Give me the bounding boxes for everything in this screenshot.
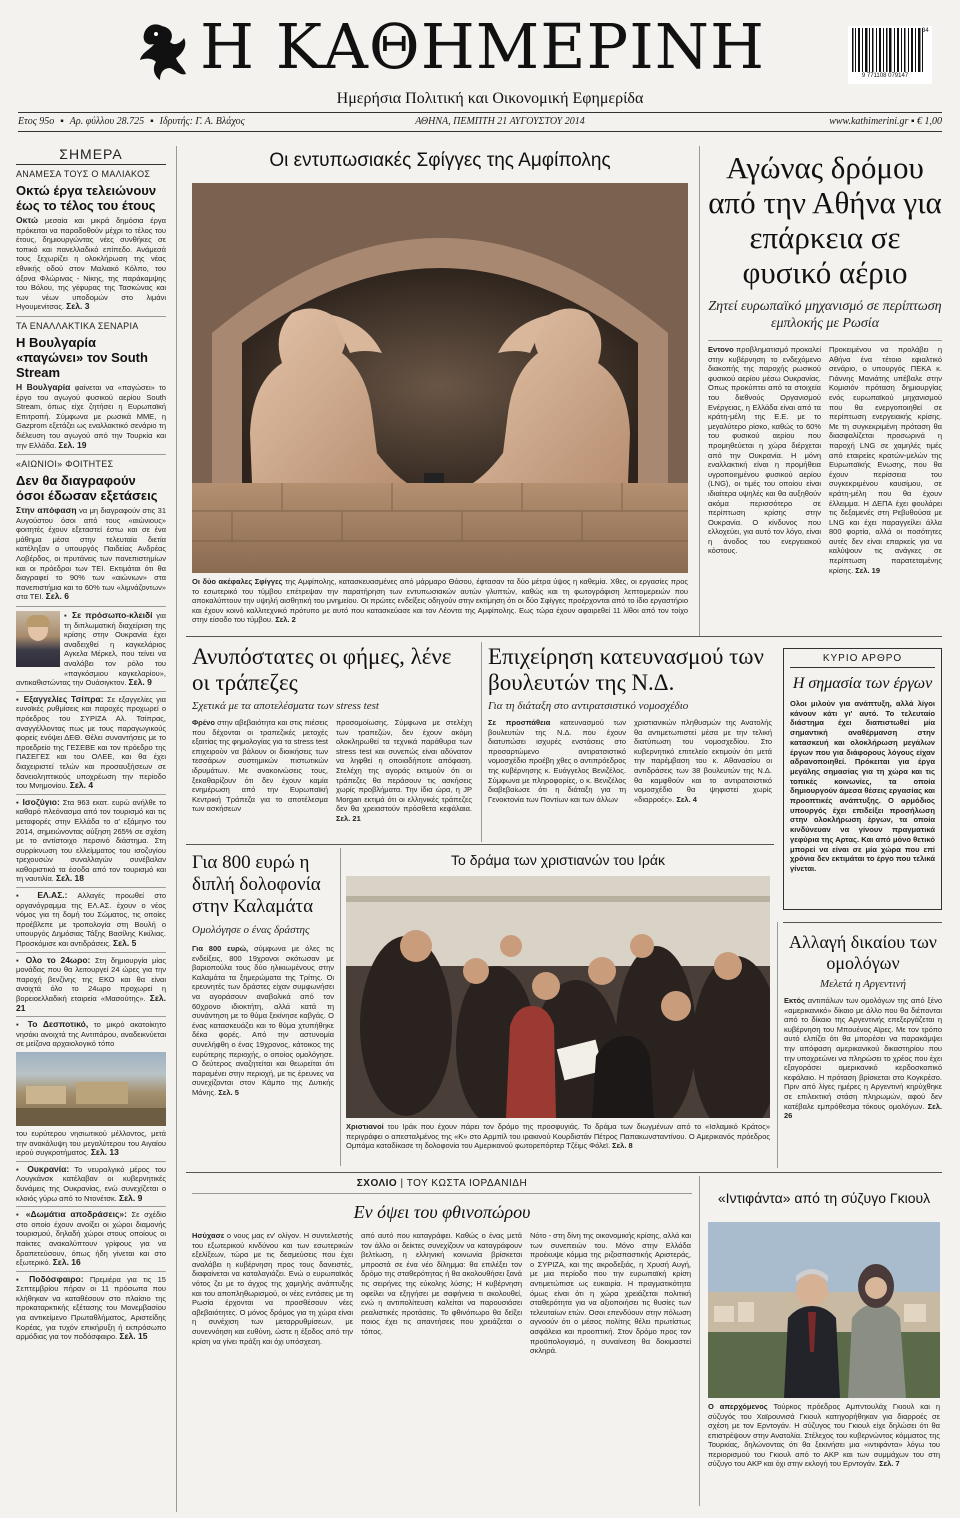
story-ref: Σελ. 6 [45, 591, 69, 602]
despotiko-photo [16, 1052, 166, 1126]
caption-text: του Ιράκ που έχουν πάρει τον δρόμο της προσφυγιάς. Το δράμα των διωγμένων από το «Ισλαμικό Κράτος» περιγράφει ο απεσταλμένος της «Κ» στο Αρμπίλ του ιρακινού Κουρδιστάν Πέτρος Παπακωνσταντίνου. Ο Αμερικανός πρόεδρος Ομπάμα καταδίκασε τη δολοφονία του Αμερικανού φωτορεπόρτερ Τζέιμς Φόλεϊ. [346, 1122, 770, 1150]
story-kicker: ΑΝΑΜΕΣΑ ΤΟΥΣ Ο ΜΑΛΙΑΚΟΣ [16, 169, 151, 179]
banks-col1: στην αβεβαιότητα και στις πιέσεις που δέχονται οι τραπεζικές μετοχές εξαιτίας της φημολογίας για τα stress test επιχειρούν να βάλουν οι διοικήσεις των τεσσάρων συστημικών πιστωτικών ιδρυμάτων. Με ανακοινώσεις τους, ξεκαθαρίζουν ότι δεν έχουν καμία ενημέρωση από την Ευρωπαϊκή Κεντρική Τράπεζα για το αποτέλεσμα των ασκήσεων [192, 718, 328, 814]
story-body: φαίνεται να «παγώσει» το έργο του αγωγού φυσικού αερίου South Stream, όπως είχε ζητήσει η Ευρωπαϊκή Επιτροπή. Σύμφωνα με ρωσικά ΜΜΕ, η Gazprom εξετάζει ως εναλλακτικό σενάριο τη διέλευση του αγωγού από την Τουρκία και την Ελλάδα. [16, 382, 166, 450]
kalamata-body: σύμφωνα με όλες τις ενδείξεις, 800 19χρονοι σκότωσαν με βαριοπούλα τους δύο ηλικιωμένους στην Καλαμάτα τα ξημερώματα της Τρίτης. Οι ερευνητές των δράστες είχαν συμφωνήσει να αγοράσουν αναβολικά από τον 60χρονο ιδιοκτήτη, αλλά κατά τη συνάντηση με το θύμα ξεκίνησε καβγάς. Ο ένας κατασκευάζει και το θύμα χτυπήθηκε δέκα φορές. Από την αστυνομία συνελήφθη ο ένας 19χρονος, κάτοικος της ευρύτερης περιοχής, ο οποίος ομολόγησε. Ο δεύτερος αναζητείται και θεωρείται ότι παραμένει στην περιοχή, με τις έρευνες να συνεχίζονται στον Κάμπο της Δυτικής Μάνης. [192, 944, 334, 1097]
story-headline[interactable]: Δεν θα διαγραφούν όσοι έδωσαν εξετάσεις [16, 473, 158, 504]
argentina-headline[interactable]: Αλλαγή δικαίου των ομολόγων [789, 932, 937, 973]
commentary-headline[interactable]: Εν όψει του φθινοπώρου [353, 1202, 531, 1222]
brief-ref: Σελ. 4 [69, 780, 94, 791]
sidebar-brief-1[interactable]: ▪ Σε πρόσωπο-κλειδί για τη διπλωματική διαχείριση της κρίσης στην Ουκρανία έχει αναδειχθεί η καγκελάριος Αγκελα Μέρκελ, που τείνει να αναλάβει τον ρόλο του «παγκόσμιου καγκελαρίου», αντικαθιστώντας την Ουάσιγκτον. Σελ. 9 [16, 610, 166, 688]
banks-story[interactable] [192, 644, 472, 824]
brief-ref: Σελ. 21 [16, 993, 167, 1013]
commentary-byline: ΣΧΟΛΙΟ | ΤΟΥ ΚΩΣΤΑ ΙΟΡΔΑΝΙΔΗ [192, 1178, 692, 1194]
editorial-headline[interactable]: Η σημασία των έργων [792, 675, 933, 692]
kalamata-subhead: Ομολόγησε ο ένας δράστης [192, 924, 310, 936]
nd-ref: Σελ. 4 [676, 794, 697, 804]
founder: Ιδρυτής: Γ. Α. Βλάχος [159, 116, 245, 127]
brief-text: Στη δημιουργία μίας μονάδας που θα λειτουργεί 24 ώρες για την παροχή βενζίνης της ΕΚΟ και θα είναι ανοιχτά όλο το 24ωρο προχωρεί η βορειοελλαδική εταιρεία «Μασούτης». [16, 955, 166, 1003]
nd-story[interactable] [488, 644, 772, 804]
sidebar-brief-3[interactable]: ▪ Ισοζύγιο: Στα 963 εκατ. ευρώ ανήλθε το καθαρό πλεόνασμα από τον τουρισμό και τις μεταφορές στην Ελλάδα το α' εξάμηνο του 2014, σημειώνοντας αύξηση 265% σε σχέση με το αντίστοιχο περσινό διάστημα. Στη συρρίκνωση του ελλείμματος του ισοζυγίου τρεχουσών συναλλαγών συνέβαλαν καθοριστικά τα έσοδα από τον τουρισμό και τη ναυτιλία. Σελ. 18 [16, 796, 167, 884]
caption-lead: Ο απερχόμενος [708, 1402, 768, 1411]
editorial-kicker: ΚΥΡΙΟ ΑΡΘΡΟ [790, 653, 935, 668]
caption-ref: Σελ. 8 [612, 1141, 633, 1150]
commentary-author: ΤΟΥ ΚΩΣΤΑ ΙΟΡΔΑΝΙΔΗ [406, 1178, 528, 1189]
lead-photo-title[interactable]: Οι εντυπωσιακές Σφίγγες της Αμφίπολης [269, 150, 611, 171]
brief-text: Αλλαγές προωθεί στο οργανόγραμμα της ΕΛ.ΑΣ. έχουν ο νέος νόμος για τη δομή του Σώματος, τις οποίες προέβλεπε με τροπολογία στη Βουλή ο υπουργός Δημόσιας Τάξης Βασίλης Κικίλιας. Προσκόμισε και αντιδράσεις. [16, 891, 167, 949]
sidebar-brief-5[interactable]: ▪ Ολο το 24ωρο: Στη δημιουργία μίας μονάδας που θα λειτουργεί 24 ώρες για την παροχή βενζίνης της ΕΚΟ και θα είναι ανοιχτά όλο το 24ωρο προχωρεί η βορειοελλαδική εταιρεία «Μασούτης». Σελ. 21 [16, 954, 167, 1013]
barcode-digits: 9 771108 079147 [861, 73, 909, 79]
editorial-box[interactable] [783, 648, 942, 910]
brief-ref: Σελ. 18 [55, 873, 85, 884]
sidebar-brief-2[interactable]: ▪ Εξαγγελίες Τσίπρα: Σε εξαγγελίες για ευνοϊκές ρυθμίσεις και παροχές προχωρεί ο πρόεδρος του ΣΥΡΙΖΑ Αλ. Τσίπρας, αναγγέλλοντας πως με τους παραγωγικούς φορείς ενόψει ΔΕΘ. Θέλει συναντήσεις με το προεδρείο της ΓΕΣΕΒΕ και τον πρόεδρο της ΠΑΣΕΓΕΣ και του ΟΛΕΕ, και θα έχει διαχειριστεί τελών και προσαυξήσεων σε δανειοληπτικούς υποχρέωση την περίοδο του Μνημονίου. Σελ. 4 [16, 693, 166, 791]
gas-col1: προβληματισμό προκαλεί στην κυβέρνηση το ενδεχόμενο διακοπής της παροχής ρωσικού φυσικού αερίου μέσω Ουκρανίας. Οπως προκύπτει από τα στοιχεία του διεθνούς Οργανισμού Ενέργειας, η Ελλάδα είναι από τα κράτη-μέλη της Ε.Ε. με το μεγαλύτερο ρίσκο, καθώς το 60% του φυσικού αερίου που προμηθεύεται η χώρα διέρχεται από την Ουκρανία. Η μόνη εναλλακτική είναι η προμήθεια υγροποιημένου φυσικού αερίου (LNG), οι τιμές του οποίου είναι ιδιαίτερα υψηλές και θα αυξηθούν ακόμα περισσότερο σε περίπτωση κρίσης στην Ουκρανία. Ο κίνδυνος που ελλοχεύει, για αυτό τον λόγο, είναι η άνοδος του ενεργειακού κόστους. [708, 345, 821, 556]
brief-text: του ευρύτερου νησιωτικού μέλλοντος, μετά την ανακάλυψη του μεγαλύτερου του Αιγαίου ιερού συγκροτήματος. [16, 1128, 166, 1158]
sphinxes-photo [192, 183, 688, 573]
nd-col2: χριστιανικών πληθυσμών της Ανατολής θα αντιμετωπιστεί μέσα με την τελική διατύπωση του νομοσχεδίου. Στο κυβερνητικό επιτελείο εκτιμούν ότι μετά την παρέμβαση του κ. Αθανασίου οι αντιδράσεις των 38 βουλευτών της Ν.Δ. θα καμφθούν και το αντιρατσιστικό νομοσχέδιο θα ψηφιστεί χωρίς «διαρροές». [634, 718, 772, 804]
commentary-col3: Νότο - στη δίνη της οικονομικής κρίσης, αλλά και των συνεπειών του. Μόνο στην Ελλάδα προέκυψε κόμμα της ριζοσπαστικής Αριστεράς, ο ΣΥΡΙΖΑ, και της ακροδεξιάς, η Χρυσή Αυγή, με μια περίοδο που την ευρωπαϊκή κρίση αντιμετώπισε ως ευκαιρία. Η πραγματικότητα όμως είναι ότι η χώρα χρειάζεται πολιτική σταθερότητα για να αξιοποιήσει τις θυσίες των τελευταίων ετών. Οσοι επενδύουν στην πόλωση αγνοούν ότι ο μέσος πολίτης θέλει πρωτίστως ασφάλεια και προοπτική. Στον δρόμο προς τον προϋπολογισμό, η συναίνεση θα δοκιμαστεί σκληρά. [530, 1231, 691, 1356]
masthead [0, 0, 960, 140]
brief-lead: Ισοζύγιο: [22, 796, 60, 807]
issue-date: ΑΘΗΝΑ, ΠΕΜΠΤΗ 21 ΑΥΓΟΥΣΤΟΥ 2014 [415, 116, 585, 127]
caption-lead: Χριστιανοί [346, 1122, 384, 1131]
brief-ref: Σελ. 9 [118, 1192, 143, 1203]
sidebar [16, 146, 166, 1342]
story-body: να μη διαγραφούν στις 31 Αυγούστου όσοι από τους «αιώνιους» φοιτητές έχουν εξεταστεί έστω και σε ένα μάθημα μέσα στην τελευταία διετία κατέληξαν ο υπουργός Παιδείας Ανδρέας Λοβέρδος, οι πρυτάνεις των πανεπιστημίων και οι πρόεδροι των ΤΕΙ. Εκτιμάται ότι θα διαγραφεί το 90% των «αιώνιων» στα πανεπιστήμια και το 60% των «λιμνάζοντων» στα ΤΕΙ. [16, 506, 166, 602]
kalamata-headline[interactable]: Για 800 ευρώ η διπλή δολοφονία στην Καλαμάτα [192, 852, 321, 917]
kalamata-lead: Για 800 ευρώ, [192, 944, 249, 953]
nd-lead: Σε προσπάθεια [488, 718, 551, 727]
newspaper-subtitle: Ημερήσια Πολιτική και Οικονομική Εφημερίδα [336, 90, 644, 107]
story-ref: Σελ. 3 [66, 301, 90, 312]
brief-ref: Σελ. 16 [52, 1257, 81, 1268]
sidebar-brief-9[interactable]: ▪ «Δωμάτια αποδράσεις»: Σε σχέδιο στο οποίο έχουν ανοίξει οι χώροι διαμονής τουρισμού, δηλαδή χώροι στους οποίους οι παίκτες ανακαλύπτουν γρίφους για να δραπετεύσουν, όπως ήδη γίνεται και στο εξωτερικό. Σελ. 16 [16, 1209, 166, 1268]
gas-lead: Εντονο [708, 345, 734, 354]
banks-subhead: Σχετικά με τα αποτελέσματα των stress test [192, 700, 379, 712]
argentina-story[interactable] [784, 932, 942, 1121]
gas-subhead: Ζητεί ευρωπαϊκό μηχανισμό σε περίπτωση εμπλοκής με Ρωσία [708, 299, 942, 331]
nd-headline[interactable]: Επιχείρηση κατευνασμού των βουλευτών της Ν.Δ. [488, 644, 764, 695]
sidebar-brief-8[interactable]: ▪ Ουκρανία: Το νευραλγικό μέρος του Λουγκάνσκ κατέλαβαν οι κυβερνητικές δυνάμεις της Ουκρανίας, ενώ συνεχίζεται ο κλοιός γύρω από το Ντονέτσκ. Σελ. 9 [16, 1163, 167, 1203]
story-body: μεσαία και μικρά δημόσια έργα πρόκειται να παραδοθούν μέχρι το τέλος του έτους, δημιουργώντας νέες συνθήκες σε τοπικό και πανελλαδικό επίπεδο. Ανάμεσά τους ξεχωρίζει η ολοκλήρωση της νέας εθνικής οδού στον Μαλιακό Κόλπο, του άξονα Φλώρινας - Νίκης, της παράκαμψης του Βόλου, της γέφυρας της Τασκώνας και των νέων υποδομών στο λιμάνι Ηγουμενίτσας. [16, 216, 166, 312]
story-kicker: «ΑΙΩΝΙΟΙ» ΦΟΙΤΗΤΕΣ [16, 459, 114, 470]
caption-ref: Σελ. 7 [879, 1459, 900, 1468]
argentina-subhead: Μελετά η Αργεντινή [820, 978, 906, 990]
barcode [848, 26, 932, 84]
story-kicker: ΤΑ ΕΝΑΛΛΑΚΤΙΚΑ ΣΕΝΑΡΙΑ [16, 320, 139, 331]
brief-lead: Σε πρόσωπο-κλειδί [72, 610, 153, 621]
banks-headline[interactable]: Ανυπόστατες οι φήμες, λένε οι τράπεζες [192, 644, 452, 695]
commentary-col1: ο νους μας εν' ολίγον. Η συντελεστής του εξωτερικού κινδύνου και των εσωτερικών εξελίξεων, τώρα με τις δεσμεύσεις που έχει αναλάβει η κυβέρνηση προς τους δανειστές, διαφαίνεται να καταλαγιάζει. Ενώ ο ευρωπαϊκός νότος ζει με το άγχος της χαμηλής ανάπτυξης και του αποπληθωρισμού, οι νέες εντάσεις με τη Ρωσία έρχονται να προσθέσουν νέες αβεβαιότητες. Ο μόνος δρόμος για τη χώρα είναι η συνέχιση των μεταρρυθμίσεων, με συνεννόηση και ευθύνη, ώστε η έξοδος από την κρίση να γίνει πράξη και όχι υπόσχεση. [192, 1231, 353, 1346]
kalamata-ref: Σελ. 5 [218, 1087, 239, 1097]
gul-title[interactable]: «Ιντιφάντα» από τη σύζυγο Γκιουλ [717, 1190, 931, 1206]
brief-lead: Το Δεσποτικό, [27, 1019, 89, 1030]
argentina-lead: Εκτός [784, 996, 806, 1005]
brief-text: Το νευραλγικό μέρος του Λουγκάνσκ κατέλαβαν οι κυβερνητικές δυνάμεις της Ουκρανίας, ενώ συνεχίζεται ο κλοιός γύρω από το Ντονέτσκ. [16, 1164, 167, 1203]
brief-text: για τη διπλωματική διαχείριση της κρίσης στην Ουκρανία έχει αναδειχθεί η καγκελάριος Αγκελα Μέρκελ, που τείνει να αναλάβει τον ρόλο του «παγκόσμιου καγκελαρίου», αντικαθιστώντας την Ουάσιγκτον. [16, 611, 166, 688]
sidebar-brief-10[interactable]: ▪ Ποδόσφαιρο: Πρεμιέρα για τις 15 Σεπτεμβρίου πήραν οι 11 πρόσωπα που κλήθηκαν να καταθέσουν στο πλαίσιο της προκαταρκτικής εξέτασης του Μονεμβασίου για αντικείμενο Πρωταθλήματος, Αριστείδης Κορέας, για τυχόν επικήρυξη ή εκπρόσωπο αρμόδιας για τον ποδόσφαιρο. Σελ. 15 [16, 1273, 166, 1342]
brief-lead: Ουκρανία: [27, 1163, 70, 1174]
story-lead: Οκτώ [16, 215, 39, 225]
gas-col2: Προκειμένου να προλάβει η Αθήνα ένα τέτοιο εφιαλτικό σενάριο, ο υπουργός ΠΕΚΑ κ. Γιάννης Μανιάτης υπέβαλε στην Κομισιόν πρόταση δημιουργίας ενός ευρωπαϊκού μηχανισμού που θα ενεργοποιηθεί σε περίπτωση ενεργειακής κρίσης. Με τη συγκεκριμένη πρόταση θα διασφαλίζεται προσωρινά η παροχή LNG σε χαμηλές τιμές από εταιρείες κρατών-μελών της Ευρωπαϊκής Ενωσης, που θα έχουν περίσσεια του συγκεκριμένου καυσίμου, σε κράτη-μέλη που θα έχουν έλλειμμα. Η ΔΕΠΑ έχει φουλάρει τις δεξαμενές στη Ρεβυθούσα με LNG και έχει παραγγείλει άλλα 800 φορτία, αλλά οι ποσότητες αυτές δεν είναι επαρκείς για να καλύψουν τις ανάγκες σε περίπτωση παρατεταμένης κρίσης. [829, 345, 942, 575]
argentina-body: αντιπάλων των ομολόγων της από ξένο «αμερικανικό» δίκαιο με άλλο που θα διέπονται από το δίκαιο της Αργεντινής επεξεργάζεται η κυβέρνηση του Μπουένος Αϊρες. Με τον τρόπο αυτό ελπίζει ότι θα μπορέσει να παρακάμψει την απόφαση αμερικανικού δικαστηρίου που την υποχρεώνει να πληρώσει το χρέος που έχει εξαγοράσει αμερικανικό κερδοσκοπικό κεφάλαιο. Η πρόταση βρίσκεται στο Κογκρέσο. Πριν από λίγες ημέρες η Αργεντινή κηρύχθηκε σε επιλεκτική στάση πληρωμών, αφού δεν κατέβαλε εμπρόθεσμα τόκους ομολόγων. [784, 996, 942, 1111]
commentary-label: ΣΧΟΛΙΟ [356, 1178, 398, 1189]
brief-ref: Σελ. 5 [113, 938, 137, 949]
caption-text: Τούρκος πρόεδρος Αμπντουλάχ Γκιουλ και η σύζυγός του Χαϊρουνισά Γκιουλ κατηγορήθηκαν για διαρροές σε σχέση με τον Ερντογάν. Η σύζυγος του Γκιουλ είχε δηλώσει ότι θα επιστρέψουν στην Ανατολία. Στέλεχος του κυβερνώντος κόμματος της Τουρκίας, δηλώνοντας ότι θα ξεκινήσει μια «ιντιφάντα» λόγω του περιορισμού του Γκιουλ από το ΑΚΡ και των συμμάχων του στη σύζυγο του ΑΚΡ και όχι στην εκλογή του Ερντογάν. [708, 1402, 940, 1468]
brief-text: Στα 963 εκατ. ευρώ ανήλθε το καθαρό πλεόνασμα από τον τουρισμό και τις μεταφορές στην Ελλάδα το α' εξάμηνο του 2014, σημειώνοντας αύξηση 265% σε σχέση με το αντίστοιχο περσινό διάστημα. Στη συρρίκνωση του ελλείμματος του ισοζυγίου τρεχουσών συναλλαγών συνέβαλαν καθοριστικά τα έσοδα από τον τουρισμό και τη ναυτιλία. [16, 797, 167, 884]
griffin-logo-icon [132, 18, 192, 86]
story-ref: Σελ. 19 [58, 439, 87, 450]
brief-ref: Σελ. 9 [128, 677, 152, 688]
commentary[interactable] [192, 1178, 692, 1356]
brief-text: Σε εξαγγελίες για ευνοϊκές ρυθμίσεις και παροχές προχωρεί ο πρόεδρος του ΣΥΡΙΖΑ Αλ. Τσίπρας, αναγγέλλοντας πως με τους παραγωγικούς φορείς ενόψει ΔΕΘ. Θέλει συναντήσεις με το προεδρείο της ΓΕΣΕΒΕ και τον πρόεδρο της ΠΑΣΕΓΕΣ και του ΟΛΕΕ, και θα έχει διαχειριστεί τελών και προσαυξήσεων σε δανειοληπτικούς υποχρέωση την περίοδο του Μνημονίου. [16, 694, 166, 791]
sphinxes-caption [192, 577, 688, 625]
brief-text: το μικρό ακατοίκητο νησάκι ανοιχτά της Αντιπάρου, αναδεικνύεται σε μείζονα αρχαιολογικό τόπο [16, 1020, 166, 1049]
brief-lead: «Δωμάτια αποδράσεις»: [25, 1209, 127, 1220]
editorial-body: Ολοι μιλούν για ανάπτυξη, αλλά λίγοι κάνουν κάτι γι' αυτό. Το τελευταίο διάστημα έχει διαπιστωθεί μία σημαντική αναθέρμανση στην κατασκευή και ολοκλήρωση μεγάλων έργων που για διάφορους λόγους είχαν αδρανοποιηθεί. Πρόκειται για έργα μεγάλης σημασίας για τη χώρα και τις τοπικές κοινωνίες, τα οποία δημιουργούν άμεσα θέσεις εργασίας και προοπτικές ανάπτυξης. Ο αρμόδιος υπουργός έχει επιδείξει προσήλωση στην ολοκλήρωση έργων, τα οποία κινδύνευαν να γίνουν πραγματικά γεφύρια της Αρτας. Και από μόνο θετικό μπορεί να είναι σε μία χώρα που επί χρόνια δεν εκτιμάται το έργο που τελικά γίνεται. [790, 699, 935, 873]
gul-photo [708, 1222, 940, 1398]
newspaper-title: Η ΚΑΘΗΜΕΡΙΝΗ [200, 10, 766, 83]
banks-lead: Φρένο [192, 718, 215, 727]
brief-lead: Ολο το 24ωρο: [25, 954, 91, 965]
nd-col1: κατευνασμού των βουλευτών της Ν.Δ. που έχουν διατυπώσει ισχυρές ενστάσεις στο προσαρτώμενο αντιρατσιστικό νομοσχέδιο προέβη χθες ο αντιπρόεδρος της κυβέρνησης κ. Ευάγγελος Βενιζέλος. Σύμφωνα με πληροφορίες, ο κ. Βενιζέλος διαβεβαίωσε ότι η διάταξη για τη Γενοκτονία των Ποντίων και των άλλων [488, 718, 626, 804]
caption-lead: Οι δύο ακέφαλες Σφίγγες [192, 577, 283, 586]
banks-ref: Σελ. 21 [336, 813, 361, 823]
story-lead: Στην απόφαση [16, 505, 77, 516]
brief-lead: Ποδόσφαιρο: [29, 1273, 84, 1284]
brief-ref: Σελ. 13 [90, 1147, 119, 1158]
sidebar-story-2[interactable] [16, 321, 166, 450]
iraq-photo-title[interactable]: Το δράμα των χριστιανών του Ιράκ [451, 852, 665, 868]
brief-lead: Εξαγγελίες Τσίπρα: [23, 693, 104, 704]
web-price: www.kathimerini.gr ▪ € 1,00 [829, 116, 942, 127]
commentary-lead: Ησύχασε [192, 1231, 225, 1240]
commentary-col2: από αυτό που καταγράφει. Καθώς ο ένας μετά τον άλλο οι δείκτες συνεχίζουν να καταγράφουν βελτίωση, η ελληνική κοινωνία βρίσκεται μπροστά σε ένα νέο δίλημμα: θα επιλέξει τον δρόμο της σταθερότητας ή θα ακολουθήσει ξανά τις σειρήνες της εύκολης λύσης; Η κυβέρνηση οφείλει να εξηγήσει με σαφήνεια τι ακολουθεί, ενώ η αντιπολίτευση καλείται να παρουσιάσει ρεαλιστικές προτάσεις. Το φθινόπωρο θα δείξει ποιος έχει τις απαντήσεις που χρειάζεται ο τόπος. [361, 1231, 522, 1336]
brief-text: Πρεμιέρα για τις 15 Σεπτεμβρίου πήραν οι 11 πρόσωπα που κλήθηκαν να καταθέσουν στο πλαίσιο της προκαταρκτικής εξέτασης του Μονεμβασίου για αντικείμενο Πρωταθλήματος, Αριστείδης Κορέας, για τυχόν επικήρυξη ή εκπρόσωπο αρμόδιας για τον ποδόσφαιρο. [16, 1274, 166, 1342]
banks-col2: προσομοίωσης. Σύμφωνα με στελέχη των τραπεζών, δεν έχουν ακόμη ολοκληρωθεί τα τεχνικά παράθυρα των stress test και συνεπώς είναι αδύνατον να ληφθεί η οποιαδήποτε απόφαση. Στελέχη της αγοράς εκτιμούν ότι οι τράπεζες θα περάσουν τις ασκήσεις χωρίς προβλήματα. Την ίδια ώρα, η JP Morgan εκτιμά ότι οι ελληνικές τράπεζες δεν θα χρειαστούν πρόσθετα κεφάλαια. [336, 718, 472, 814]
brief-lead: ΕΛ.ΑΣ.: [37, 890, 68, 901]
brief-text: Σε σχέδιο στο οποίο έχουν ανοίξει οι χώροι διαμονής τουρισμού, δηλαδή χώροι στους οποίους οι παίκτες ανακαλύπτουν γρίφους για να δραπετεύσουν, όπως ήδη γίνεται και στο εξωτερικό. [16, 1210, 166, 1268]
issue-year: Ετος 95ο [18, 116, 55, 127]
brief-ref: Σελ. 15 [119, 1331, 148, 1342]
price: € 1,00 [917, 116, 942, 127]
story-lead: Η Βουλγαρία [16, 381, 71, 392]
gas-headline[interactable]: Αγώνας δρόμου από την Αθήνα για επάρκεια σε φυσικό αέριο [708, 150, 942, 290]
gas-story[interactable] [708, 150, 942, 575]
merkel-photo [16, 611, 60, 667]
iraq-photo [346, 876, 770, 1118]
gas-ref: Σελ. 19 [855, 565, 881, 575]
gul-caption [708, 1402, 940, 1469]
sidebar-brief-4[interactable]: ▪ ΕΛ.ΑΣ.: Αλλαγές προωθεί στο οργανόγραμμα της ΕΛ.ΑΣ. έχουν ο νέος νόμος για τη δομή του Σώματος, τις οποίες προέβλεπε με τροπολογία στη Βουλή ο υπουργός Δημόσιας Τάξης Βασίλης Κικίλιας. Προσκόμισε και αντιδράσεις. Σελ. 5 [16, 890, 167, 949]
caption-text: της Αμφίπολης, κατασκευασμένες από μάρμαρο Θάσου, έφτασαν τα δύο μέτρα ύψος η καθεμία. Χθες, οι εργασίες προς το εσωτερικό του τύμβου επέτρεψαν την παρατήρηση των εντυπωσιακών αυτών γλυπτών, καθώς και τη φωτογράφιση λεπτομερειών που αποκαλύπτουν την υψηλή αισθητική του μνημείου. Οι πρώτες ενδείξεις οδηγούν στην εκτίμηση ότι οι δύο Σφίγγες προέρχονται από το ίδιο εργαστήριο και έχουν κοινό καλλιτεχνικό πρότυπο με αυτό που κατασκεύασε και τον Λέοντα της Αμφίπολης. Εως τώρα έχουν αφαιρεθεί 11 λίθοι από τον τοίχο στην είσοδο του τύμβου. [192, 577, 688, 624]
sidebar-story-1[interactable] [16, 169, 166, 312]
issue-number: Αρ. φύλλου 28.725 [69, 116, 145, 127]
barcode-issue: 34 [922, 28, 929, 34]
sidebar-brief-6[interactable]: ▪ Το Δεσποτικό, το μικρό ακατοίκητο νησάκι ανοιχτά της Αντιπάρου, αναδεικνύεται σε μείζονα αρχαιολογικό τόπο [16, 1019, 166, 1049]
caption-ref: Σελ. 2 [275, 615, 296, 624]
sidebar-brief-7[interactable] [16, 1129, 166, 1158]
argentina-ref: Σελ. 26 [784, 1101, 942, 1121]
issue-info: Ετος 95ο ▪ Αρ. φύλλου 28.725 ▪ Ιδρυτής: Γ. Α. Βλάχος [18, 116, 245, 127]
story-headline[interactable]: Η Βουλγαρία «παγώνει» τον South Stream [16, 334, 148, 380]
website-link[interactable]: www.kathimerini.gr [829, 116, 909, 127]
nd-subhead: Για τη διάταξη στο αντιρατσιστικό νομοσχέδιο [488, 700, 689, 712]
today-label: ΣΗΜΕΡΑ [59, 146, 123, 162]
iraq-caption [346, 1122, 770, 1151]
sidebar-story-3[interactable] [16, 459, 166, 602]
story-headline[interactable]: Οκτώ έργα τελειώνουν έως το τέλος του έτους [16, 183, 157, 213]
kalamata-story[interactable] [192, 852, 334, 1098]
